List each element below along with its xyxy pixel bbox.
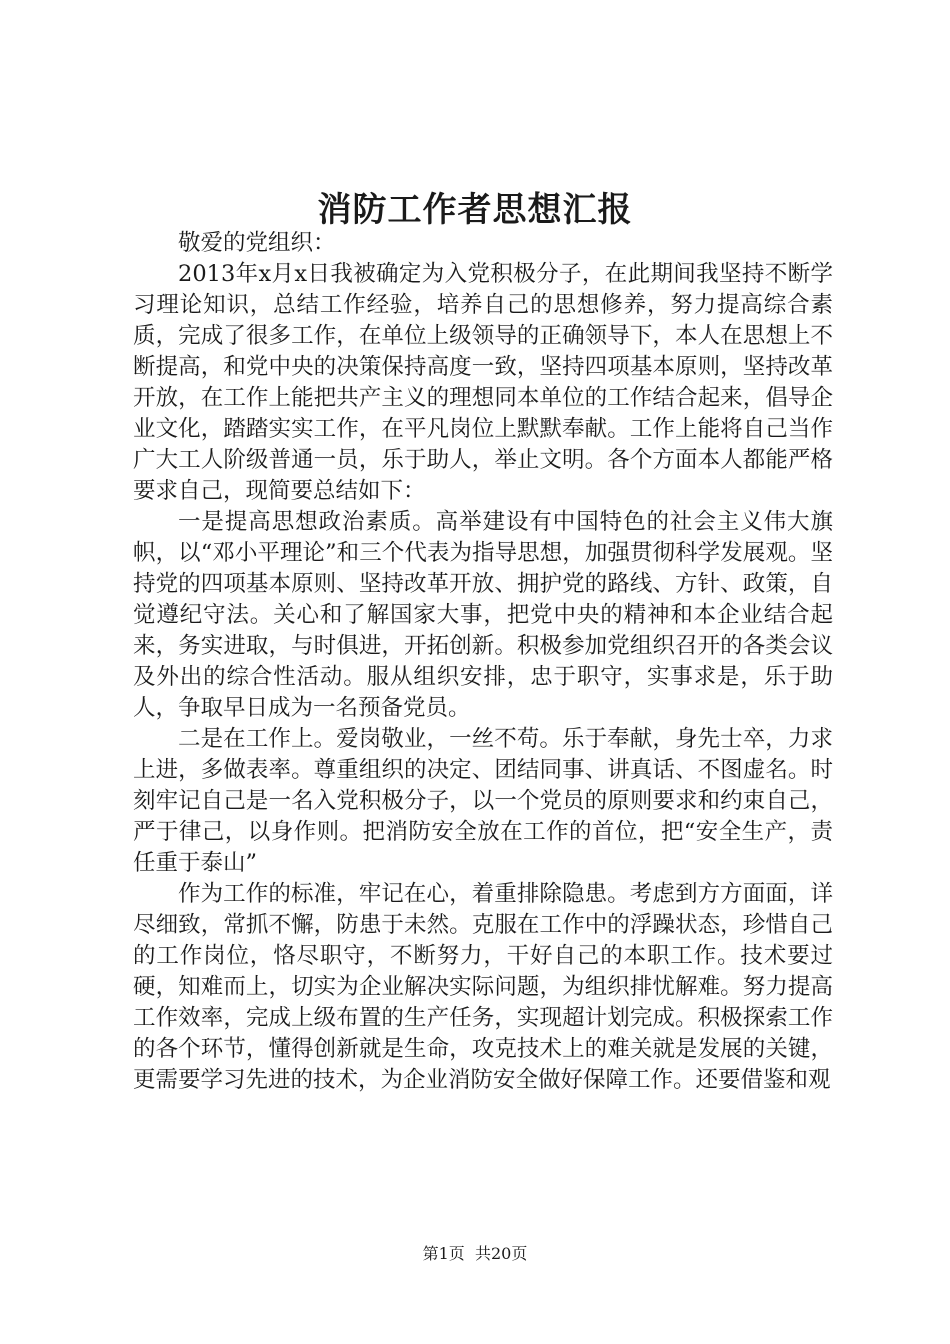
page-number: 第1页 [422,1244,465,1263]
paragraph-work: 二是在工作上。爱岗敬业，一丝不苟。乐于奉献，身先士卒，力求上进，多做表率。尊重组织的决定、团结同事、讲真话、不图虚名。时刻牢记自己是一名入党积极分子，以一个党员的原则要求和约束自己，严于律己，以身作则。把消防安全放在工作的首位，把“安全生产，责任重于泰山” [133,726,833,876]
paragraph-standard: 作为工作的标准，牢记在心，着重排除隐患。考虑到方方面面，详尽细致，常抓不懈，防患于未然。克服在工作中的浮躁状态，珍惜自己的工作岗位，恪尽职守，不断努力，干好自己的本职工作。技术要过硬，知难而上，切实为企业解决实际问题，为组织排忧解难。努力提高工作效率，完成上级布置的生产任务，实现超计划完成。积极探索工作的各个环节，懂得创新就是生命，攻克技术上的难关就是发展的关键，更需要学习先进的技术，为企业消防安全做好保障工作。还要借鉴和观 [133,881,833,1093]
document-title: 消防工作者思想汇报 [317,190,633,230]
page-total: 共20页 [474,1244,528,1263]
document-body [133,228,833,1096]
page-footer [0,1243,950,1265]
paragraph-political: 一是提高思想政治素质。高举建设有中国特色的社会主义伟大旗帜，以“邓小平理论”和三个代表为指导思想，加强贯彻科学发展观。坚持党的四项基本原则、坚持改革开放、拥护党的路线、方针、政策，自觉遵纪守法。关心和了解国家大事，把党中央的精神和本企业结合起来，务实进取，与时俱进，开拓创新。积极参加党组织召开的各类会议及外出的综合性活动。服从组织安排，忠于职守，实事求是，乐于助人，争取早日成为一名预备党员。 [133,509,833,721]
salutation: 敬爱的党组织： [178,230,336,256]
paragraph-intro: 2013年x月x日我被确定为入党积极分子，在此期间我坚持不断学习理论知识，总结工作经验，培养自己的思想修养，努力提高综合素质，完成了很多工作，在单位上级领导的正确领导下，本人在思想上不断提高，和党中央的决策保持高度一致，坚持四项基本原则，坚持改革开放，在工作上能把共产主义的理想同本单位的工作结合起来，倡导企业文化，踏踏实实工作，在平凡岗位上默默奉献。工作上能将自己当作广大工人阶级普通一员，乐于助人，举止文明。各个方面本人都能严格要求自己，现简要总结如下： [133,261,833,504]
